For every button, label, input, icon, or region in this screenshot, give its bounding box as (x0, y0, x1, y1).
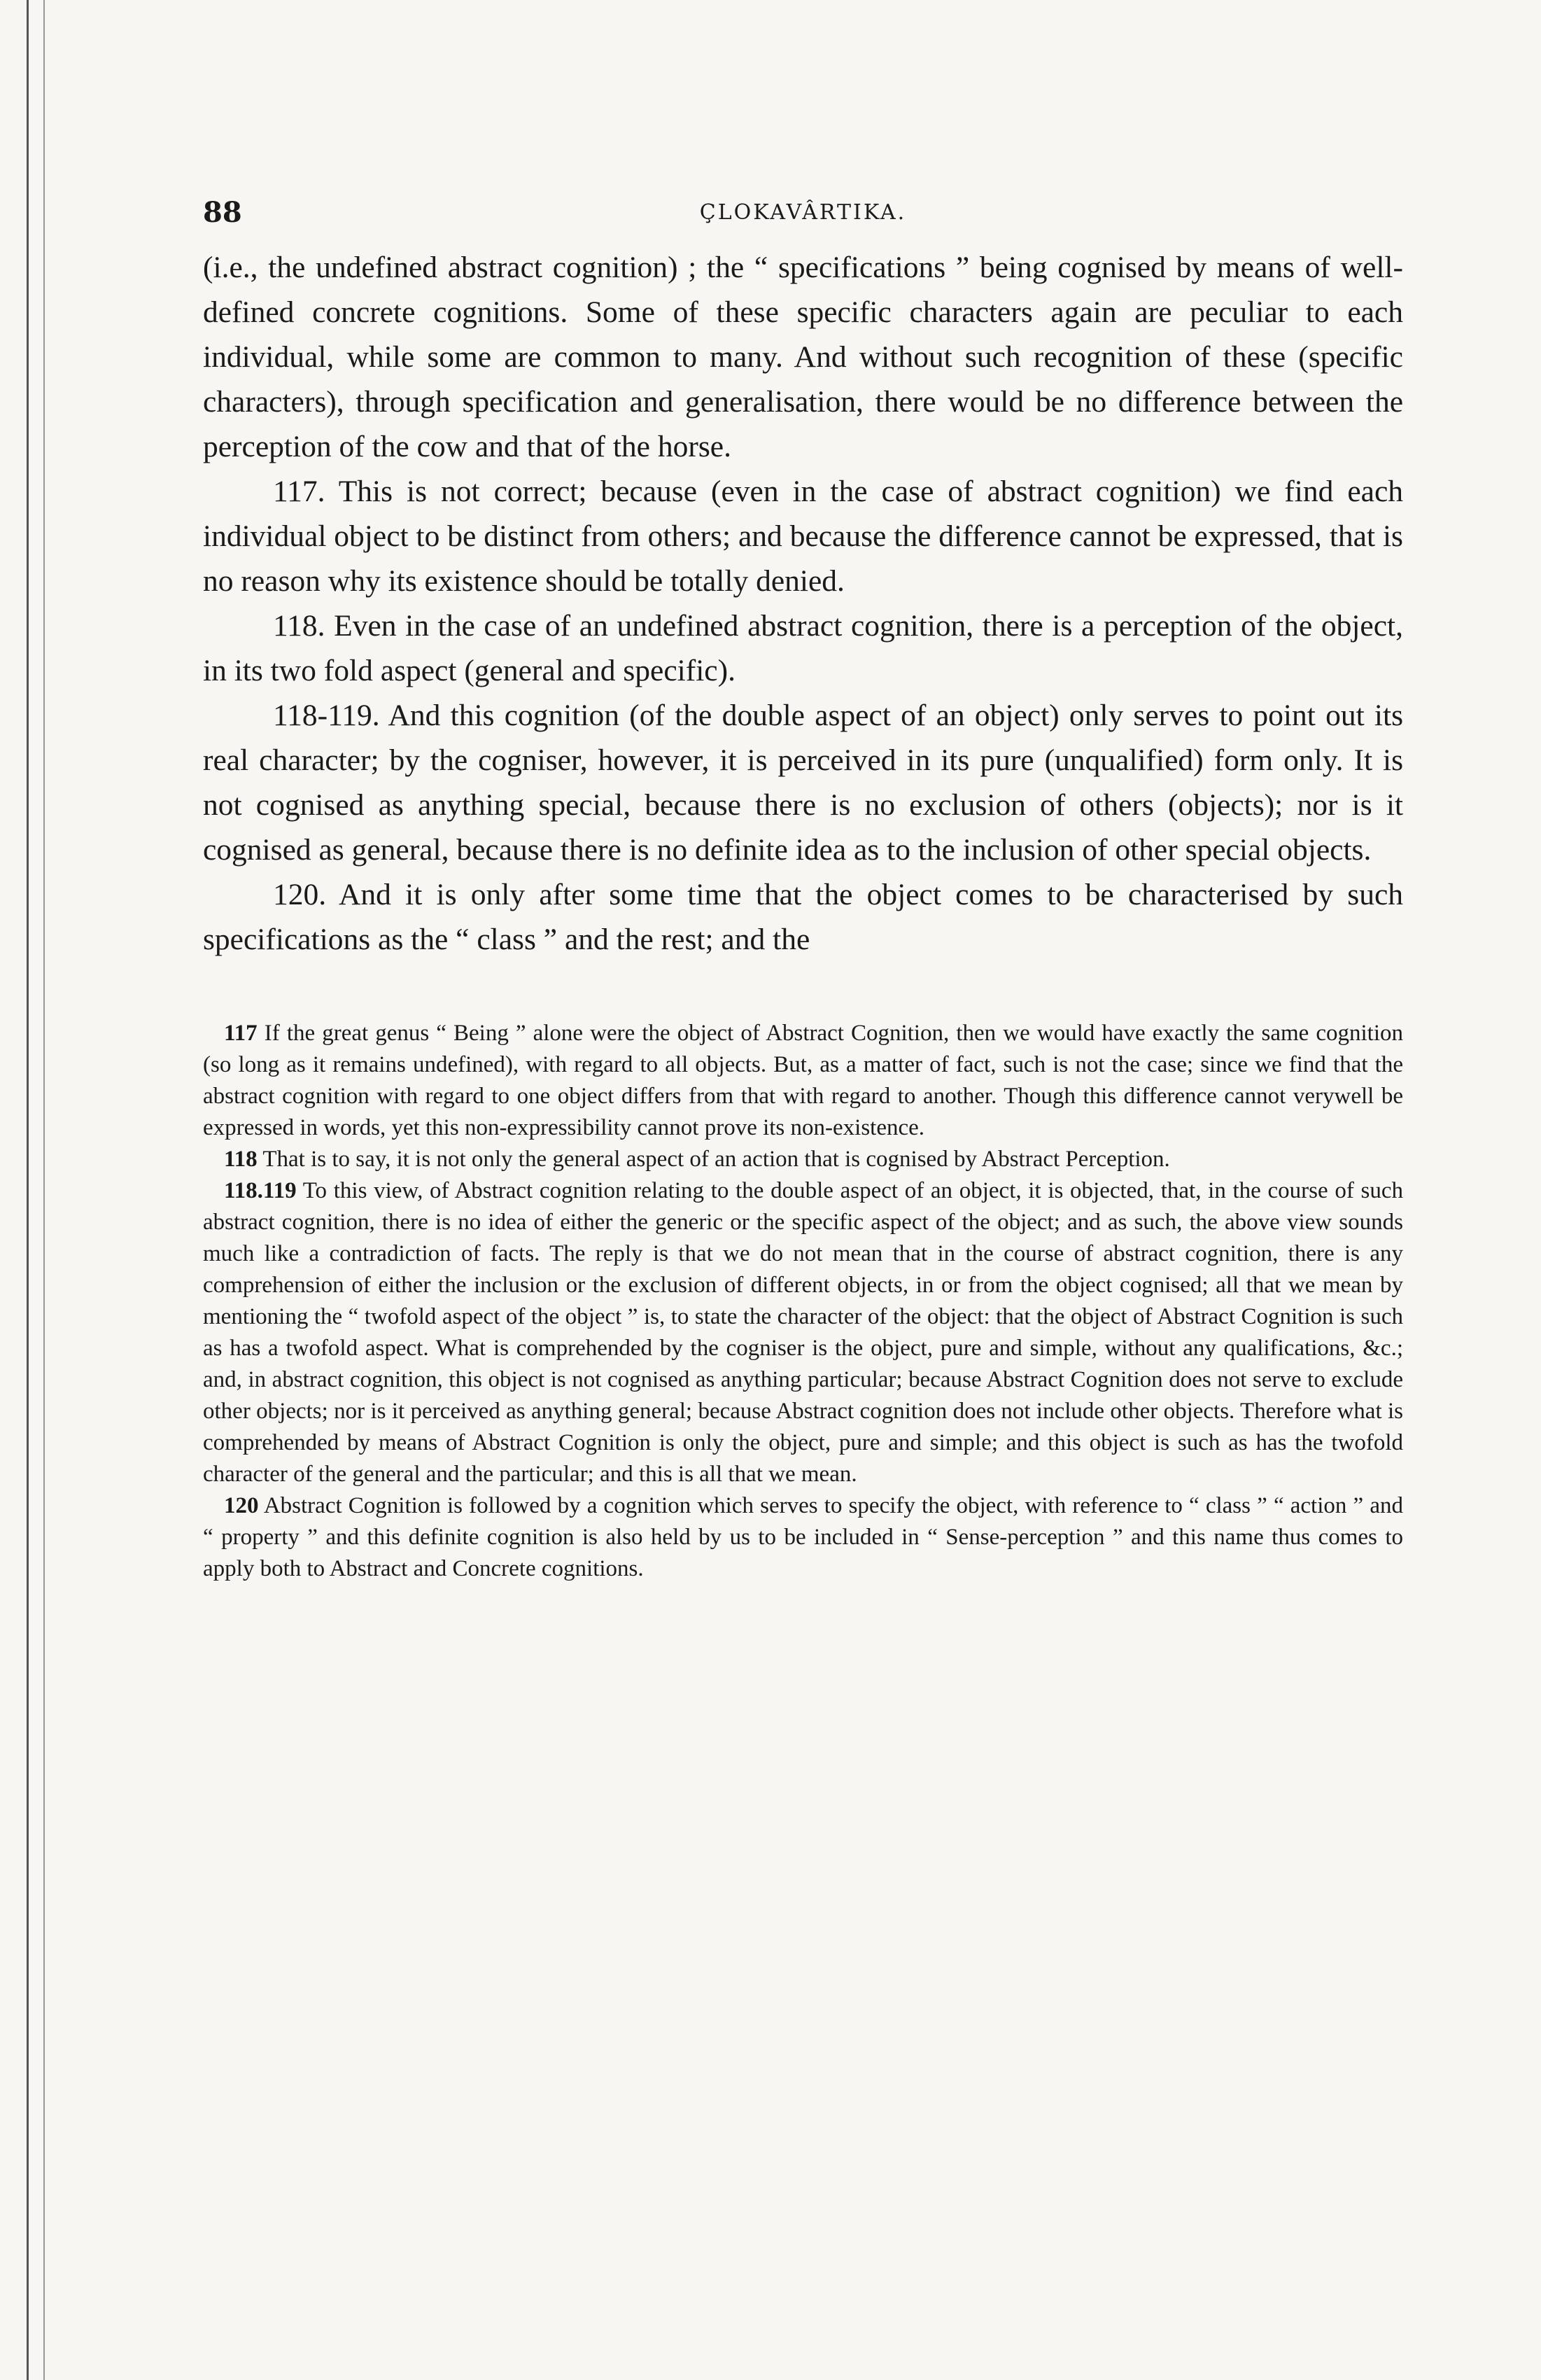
footnote-118-119: 118.119 To this view, of Abstract cognition relating to the double aspect of an object, it is objected, that, in the course of such abstract cognition, there is no idea of either the generic or the specific aspect of the object; and as such, the above view sounds much like a contradiction of facts. The reply is that we do not mean that in the course of abstract cognition, there is any comprehension of either the inclusion or the exclusion of different objects, in or from the object cognised; all that we mean by mentioning the “ twofold aspect of the object ” is, to state the character of the object: that the object of Abstract Cognition is such as has a twofold aspect. What is comprehended by the cogniser is the object, pure and simple, without any qualifications, &c.; and, in abstract cognition, this object is not cognised as anything particular; because Abstract Cognition does not serve to exclude other objects; nor is it perceived as anything general; because Abstract cognition does not include other objects. Therefore what is comprehended by means of Abstract Cognition is only the object, pure and simple; and this object is such as has the twofold character of the general and the particular; and this is all that we mean. (203, 1178, 1403, 1487)
verse-number: 118. (273, 609, 325, 643)
verse-number: 118-119. (273, 699, 380, 732)
footnote-marker: 120 (224, 1493, 259, 1518)
page-number: 88 (203, 196, 242, 229)
paragraph-continuation: (i.e., the undefined abstract cognition) ; the “ specifications ” being cognised by means of well-defined concrete cognitions. Some of these specific characters again are peculiar to each individual, while some are common to many. And without such recognition of these (specific characters), through specification and generalisation, there would be no difference between the perception of the cow and that of the horse. (203, 251, 1403, 463)
main-text (203, 245, 1403, 962)
paragraph-120: 120. And it is only after some time that the object comes to be characterised by such specifications as the “ class ” and the rest; and the (203, 878, 1404, 956)
verse-number: 117. (273, 475, 325, 508)
running-title: ÇLOKAVÂRTIKA. (699, 200, 907, 225)
paragraph-118-119: 118-119. And this cognition (of the double aspect of an object) only serves to point out its real character; by the cogniser, however, it is perceived in its pure (unqualified) form only. It is not cognised as anything special, because there is no exclusion of others (objects); nor is it cognised as general, because there is no definite idea as to the inclusion of other special objects. (203, 699, 1404, 867)
footnote-120: 120 Abstract Cognition is followed by a cognition which serves to specify the object, with reference to “ class ” “ action ” and “ property ” and this definite cognition is also held by us to be included in “ Sense-perception ” and this name thus comes to apply both to Abstract and Concrete cognitions. (203, 1493, 1403, 1581)
footnotes (203, 1018, 1403, 1585)
scan-binding-edge-inner (43, 0, 45, 2380)
paragraph-118: 118. Even in the case of an undefined abstract cognition, there is a perception of the object, in its two fold aspect (general and specific). (203, 609, 1403, 687)
verse-number: 120. (273, 878, 327, 911)
book-page (203, 196, 1403, 1585)
footnote-marker: 118 (224, 1147, 258, 1172)
footnote-117: 117 If the great genus “ Being ” alone were the object of Abstract Cognition, then we would have exactly the same cognition (so long as it remains undefined), with regard to all objects. But, as a matter of fact, such is not the case; since we find that the abstract cognition with regard to one object differs from that with regard to another. Though this difference cannot verywell be expressed in words, yet this non-expressibility cannot prove its non-existence. (203, 1021, 1404, 1140)
footnote-118: 118 That is to say, it is not only the general aspect of an action that is cognised by Abstract Perception. (224, 1147, 1170, 1172)
footnote-marker: 117 (224, 1021, 258, 1046)
scan-binding-edge (27, 0, 29, 2380)
paragraph-117: 117. This is not correct; because (even in the case of abstract cognition) we find each individual object to be distinct from others; and because the difference cannot be expressed, that is no reason why its existence should be totally denied. (203, 475, 1403, 598)
footnote-marker: 118.119 (224, 1178, 297, 1203)
page-header (203, 196, 1403, 245)
